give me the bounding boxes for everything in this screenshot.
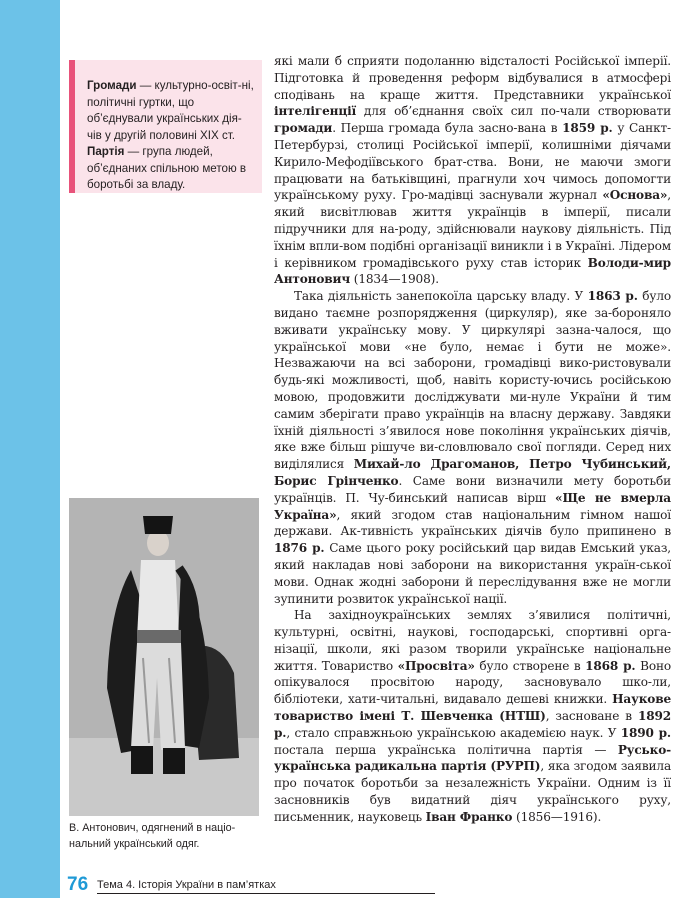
bold-phrase: інтелігенції (274, 104, 357, 119)
bold-phrase: 1868 р. (585, 658, 636, 673)
bold-phrase: «Ще не вмерла Україна» (274, 490, 671, 522)
text-run: було видано таємне розпорядження (циркуляр), яке за-бороняло вживати українську мову. У циркулярі зазна-чалося, що української мови «не було, немає і бути не може». Незважаючи на всі заборони, громадівці вико-ристовували будь-які можливості, щоб, навіть користу-ючись російською мовою, продовжити досліджувати ми-нуле України й тим самим зберігати право українців на власну державу. Завдяки їхній діяльності з’явилося нове покоління українських діячів, яке вже більш рішуче ви-словлювало свої погляди. Серед них виділялися (274, 289, 671, 472)
photo-caption: В. Антонович, одягнений в націо-нальний український одяг. (69, 822, 236, 850)
text-run: , який згодом став національним гімном нашої держави. Ак-тивність українських діячів було припинено в (274, 507, 671, 539)
text-run: , який висвітлював життя українців в імперії, писали підручники для на-роду, здійснювали наукову діяльність. Під їхнім впли-вом подібні організації виникли і в Україні. Лідером і керівником громадівського руху став історик (274, 188, 671, 270)
bold-phrase: 1863 р. (587, 289, 638, 304)
page-margin-bar (0, 0, 60, 898)
text-run: постала перша українська політична партія — (274, 742, 618, 757)
bold-phrase: 1890 р. (620, 725, 671, 740)
paragraph-2 (274, 288, 671, 607)
main-text (274, 53, 671, 826)
text-run: На західноукраїнських землях з’явилися політичні, культурні, освітні, наукові, господарські, спортивні орга-нізації, школи, які разом творили українське національне життя. Товариство (274, 608, 671, 673)
bold-phrase: громади (274, 121, 333, 136)
text-run: , засноване в (545, 709, 638, 724)
bold-phrase: Володи-мир Антонович (274, 255, 671, 287)
definition-hromady (87, 78, 254, 144)
bold-phrase: Наукове товариство імені Т. Шевченка (НТШ) (274, 692, 671, 724)
bold-phrase: Михай-ло Драгоманов, Петро Чубинський, Борис Грінченко (274, 457, 671, 488)
text-run: (1856—1916). (512, 809, 602, 824)
bold-phrase: 1859 р. (562, 121, 613, 136)
text-run: , яка згодом заявила про початок боротьби за незалежність України. Одним із її засновників був видатний діяч українського руху, письменник, науковець (274, 759, 672, 824)
definition-partiia (87, 144, 254, 194)
text-run: у Санкт-Петербурзі, столиці Російської імперії, колишніми діячами Кирило-Мефодіївського брат-ства. Вони, не маючи змоги працювати на батьківщині, прагнули хоч чимось допомогти українському руху. Гро-мадівці заснували журнал (274, 121, 671, 203)
text-run: для об’єднання своїх сил по-чали створювати (356, 104, 671, 119)
paragraph-1 (274, 53, 671, 288)
definitions-box (69, 60, 262, 193)
bold-phrase: Іван Франко (425, 809, 513, 824)
bold-phrase: 1892 р. (274, 709, 671, 740)
text-run: . Перша громада була засно-вана в (332, 121, 563, 136)
bold-phrase: Русько-українська радикальна партія (РУРП) (274, 742, 671, 774)
text-run: які мали б сприяти подоланню відсталості Російської імперії. Підготовка й проведення реформ відбувалися в атмосфері сподівань на краще життя. Представники української (274, 54, 671, 102)
antonovych-photo (69, 498, 259, 816)
definition-hromady-text: — культурно-освіт-ні, політичні гуртки, що об’єднували українських дія-чів у другій половині XIX ст. (87, 79, 254, 142)
text-run: Воно опікувалося просвітою народу, засновувало шко-ли, бібліотеки, хати-читальні, видавало дешеві книжки. (274, 658, 671, 707)
bold-phrase: «Просвіта» (397, 658, 475, 673)
text-run: було створене в (474, 658, 586, 673)
definition-partiia-text: — група людей, об’єднаних спільною метою в боротьбі за владу. (87, 145, 247, 191)
term-partiia: Партія (87, 145, 125, 158)
text-run: Така діяльність занепокоїла царську владу. У (294, 289, 588, 304)
paragraph-3 (274, 607, 671, 825)
term-hromady: Громади (87, 79, 137, 92)
bold-phrase: «Основа» (602, 188, 668, 203)
footer-rule (97, 893, 435, 894)
page-number: 76 (67, 874, 89, 895)
text-run: (1834—1908). (350, 272, 439, 287)
text-run: Саме цього року російський цар видав Емський указ, який накладав нові заборони на використання україн-ської мови. Однак жодні заборони й переслідування вже не могли зупинити розвиток української нації. (274, 541, 671, 606)
bold-phrase: 1876 р. (274, 541, 325, 556)
running-footer-title: Тема 4. Історія України в пам’ятках (97, 879, 276, 891)
text-run: . Саме вони визначили мету боротьби українців. П. Чу-бинський написав вірш (274, 473, 671, 505)
photo-illustration (69, 498, 259, 816)
text-run: , стало справжньою українською академією наук. У (286, 725, 621, 740)
